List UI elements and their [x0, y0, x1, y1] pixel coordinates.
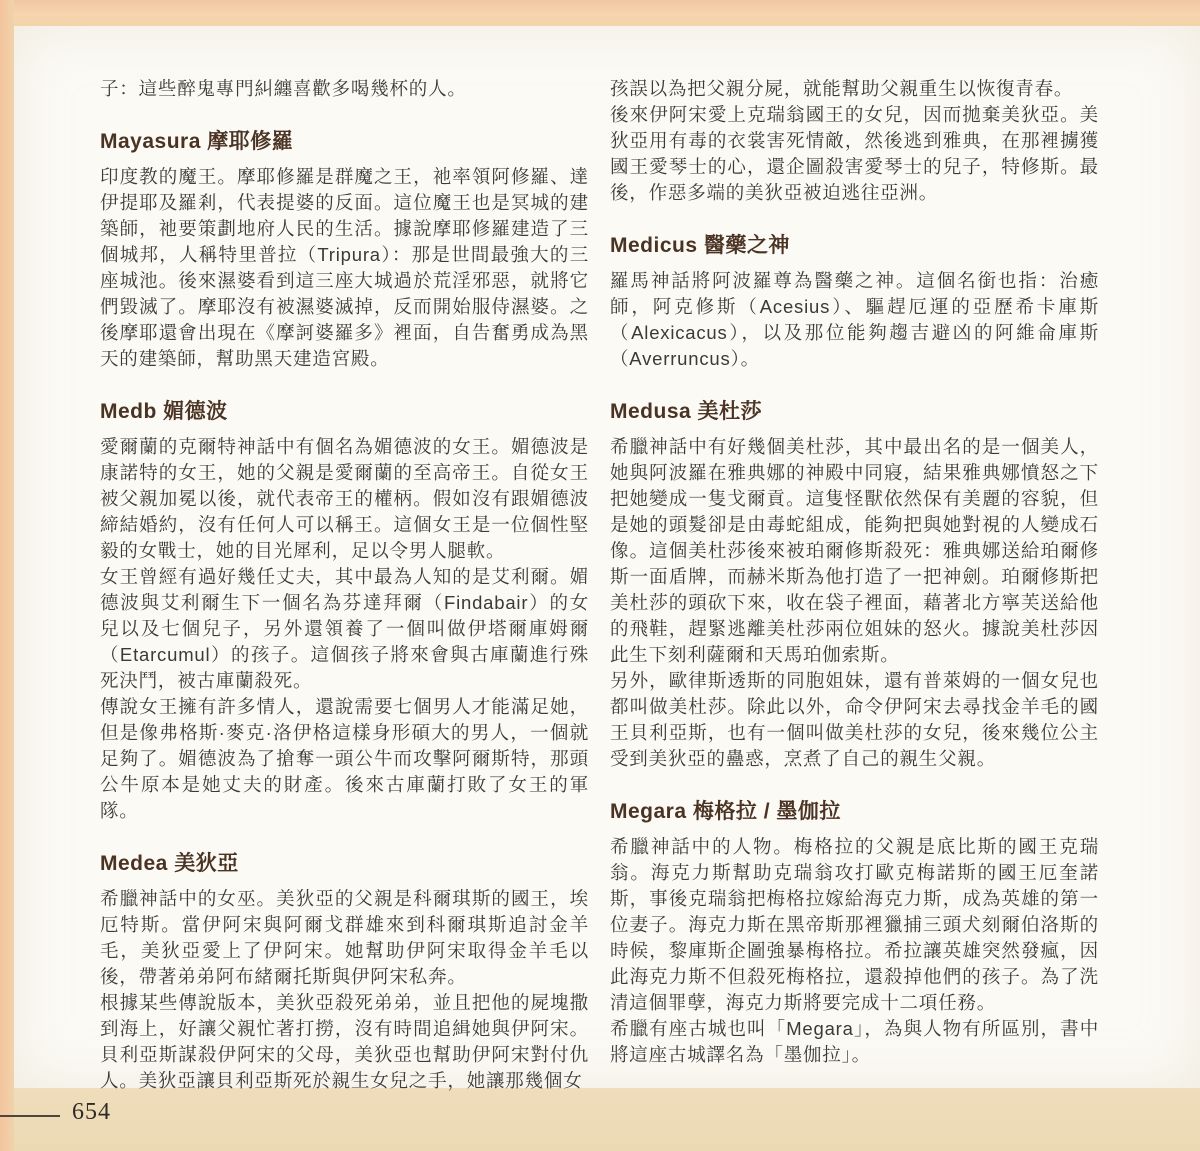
entry-paragraph: 羅馬神話將阿波羅尊為醫藥之神。這個名銜也指：治癒師，阿克修斯（Acesius）、驅趕厄運的亞歷希卡庫斯（Alexicacus），以及那位能夠趨吉避凶的阿維侖庫斯（Averruncus）。 [610, 270, 1099, 369]
continuation-paragraph: 孩誤以為把父親分屍，就能幫助父親重生以恢復青春。 [610, 78, 1074, 99]
continuation-paragraph: 子：這些醉鬼專門糾纏喜歡多喝幾杯的人。 [100, 78, 467, 99]
entry-translation: 醫藥之神 [703, 234, 790, 257]
entry-medusa [610, 399, 1099, 772]
entry-heading [610, 799, 1099, 825]
entry-paragraph: 根據某些傳說版本，美狄亞殺死弟弟，並且把他的屍塊撒到海上，好讓父親忙著打撈，沒有時間追緝她與伊阿宋。貝利亞斯謀殺伊阿宋的父母，美狄亞也幫助伊阿宋對付仇人。美狄亞讓貝利亞斯死於親生女兒之手，她讓那幾個女 [100, 992, 589, 1091]
entry-paragraph: 女王曾經有過好幾任丈夫，其中最為人知的是艾利爾。媚德波與艾利爾生下一個名為芬達拜爾（Findabair）的女兒以及七個兒子，另外還領養了一個叫做伊塔爾庫姆爾（Etarcumul）的孩子。這個孩子將來會與古庫蘭進行殊死決鬥，被古庫蘭殺死。 [100, 566, 589, 691]
entry-paragraph: 希臘神話中的人物。梅格拉的父親是底比斯的國王克瑞翁。海克力斯幫助克瑞翁攻打歐克梅諾斯的國王厄奎諾斯，事後克瑞翁把梅格拉嫁給海克力斯，成為英雄的第一位妻子。海克力斯在黑帝斯那裡獵捕三頭犬刻爾伯洛斯的時候，黎庫斯企圖強暴梅格拉。希拉讓英雄突然發瘋，因此海克力斯不但殺死梅格拉，還殺掉他們的孩子。為了洗清這個罪孽，海克力斯將要完成十二項任務。 [610, 836, 1099, 1013]
entry-translation: 摩耶修羅 [207, 130, 294, 153]
entry-paragraph: 愛爾蘭的克爾特神話中有個名為媚德波的女王。媚德波是康諾特的女王，她的父親是愛爾蘭的至高帝王。自從女王被父親加冕以後，就代表帝王的權柄。假如沒有跟媚德波締結婚約，沒有任何人可以稱王。這個女王是一位個性堅毅的女戰士，她的目光犀利，足以令男人腿軟。 [100, 436, 589, 561]
entry-translation: 梅格拉 / 墨伽拉 [692, 800, 841, 823]
entry-paragraph: 希臘神話中有好幾個美杜莎，其中最出名的是一個美人，她與阿波羅在雅典娜的神殿中同寢，結果雅典娜憤怒之下把她變成一隻戈爾貢。這隻怪獸依然保有美麗的容貌，但是她的頭髮卻是由毒蛇組成，能夠把與她對視的人變成石像。這個美杜莎後來被珀爾修斯殺死：雅典娜送給珀爾修斯一面盾牌，而赫米斯為他打造了一把神劍。珀爾修斯把美杜莎的頭砍下來，收在袋子裡面，藉著北方寧芙送給他的飛鞋，趕緊逃離美杜莎兩位姐妹的怒火。據說美杜莎因此生下刻利薩爾和天馬珀伽索斯。 [610, 436, 1099, 665]
entry-paragraph: 傳說女王擁有許多情人，還說需要七個男人才能滿足她，但是像弗格斯·麥克·洛伊格這樣身形碩大的男人，一個就足夠了。媚德波為了搶奪一頭公牛而攻擊阿爾斯特，那頭公牛原本是她丈夫的財產。後來古庫蘭打敗了女王的軍隊。 [100, 696, 589, 821]
entry-mayasura [100, 129, 589, 372]
entry-paragraph: 印度教的魔王。摩耶修羅是群魔之王，祂率領阿修羅、達伊提耶及羅剎，代表提婆的反面。這位魔王也是冥城的建築師，祂要策劃地府人民的生活。據說摩耶修羅建造了三個城邦，人稱特里普拉（Tripura）：那是世間最強大的三座城池。後來濕婆看到這三座大城過於荒淫邪惡，就將它們毀滅了。摩耶沒有被濕婆滅掉，反而開始服侍濕婆。之後摩耶還會出現在《摩訶婆羅多》裡面，自告奮勇成為黑天的建築師，幫助黑天建造宮殿。 [100, 166, 589, 369]
entry-medb [100, 399, 589, 824]
left-column [100, 76, 589, 1094]
entry-heading [100, 399, 589, 425]
entry-term: Medicus [610, 234, 698, 257]
footer-rule [0, 1115, 60, 1117]
entry-translation: 美狄亞 [174, 852, 239, 875]
entry-medicus [610, 233, 1099, 372]
page-number: 654 [72, 1099, 111, 1125]
entry-heading [610, 399, 1099, 425]
entry-heading [100, 129, 589, 155]
page-footer [0, 1097, 200, 1131]
photo-left-edge [0, 0, 14, 1151]
entry-paragraph: 希臘有座古城也叫「Megara」，為與人物有所區別，書中將這座古城譯名為「墨伽拉」。 [610, 1018, 1099, 1065]
entry-paragraph: 另外，歐律斯透斯的同胞姐妹，還有普萊姆的一個女兒也都叫做美杜莎。除此以外，命令伊阿宋去尋找金羊毛的國王貝利亞斯，也有一個叫做美杜莎的女兒，後來幾位公主受到美狄亞的蠱惑，烹煮了自己的親生父親。 [610, 670, 1099, 769]
right-column [610, 76, 1099, 1068]
entry-heading [610, 233, 1099, 259]
entry-medea [100, 851, 589, 1094]
entry-term: Medea [100, 852, 168, 875]
entry-translation: 美杜莎 [697, 400, 763, 423]
entry-megara [610, 799, 1099, 1068]
entry-heading [100, 851, 589, 877]
entry-translation: 媚德波 [163, 400, 228, 423]
continuation-paragraph: 後來伊阿宋愛上克瑞翁國王的女兒，因而拋棄美狄亞。美狄亞用有毒的衣裳害死情敵，然後逃到雅典，在那裡擄獲國王愛琴士的心，還企圖殺害愛琴士的兒子，特修斯。最後，作惡多端的美狄亞被迫逃往亞洲。 [610, 104, 1099, 203]
entry-term: Megara [610, 800, 687, 823]
entry-term: Medusa [610, 400, 692, 423]
entry-term: Mayasura [100, 130, 201, 153]
entry-paragraph: 希臘神話中的女巫。美狄亞的父親是科爾琪斯的國王，埃厄特斯。當伊阿宋與阿爾戈群雄來到科爾琪斯追討金羊毛，美狄亞愛上了伊阿宋。她幫助伊阿宋取得金羊毛以後，帶著弟弟阿布緒爾托斯與伊阿宋私奔。 [100, 888, 589, 987]
photo-top-edge [0, 0, 1200, 26]
entry-term: Medb [100, 400, 157, 423]
